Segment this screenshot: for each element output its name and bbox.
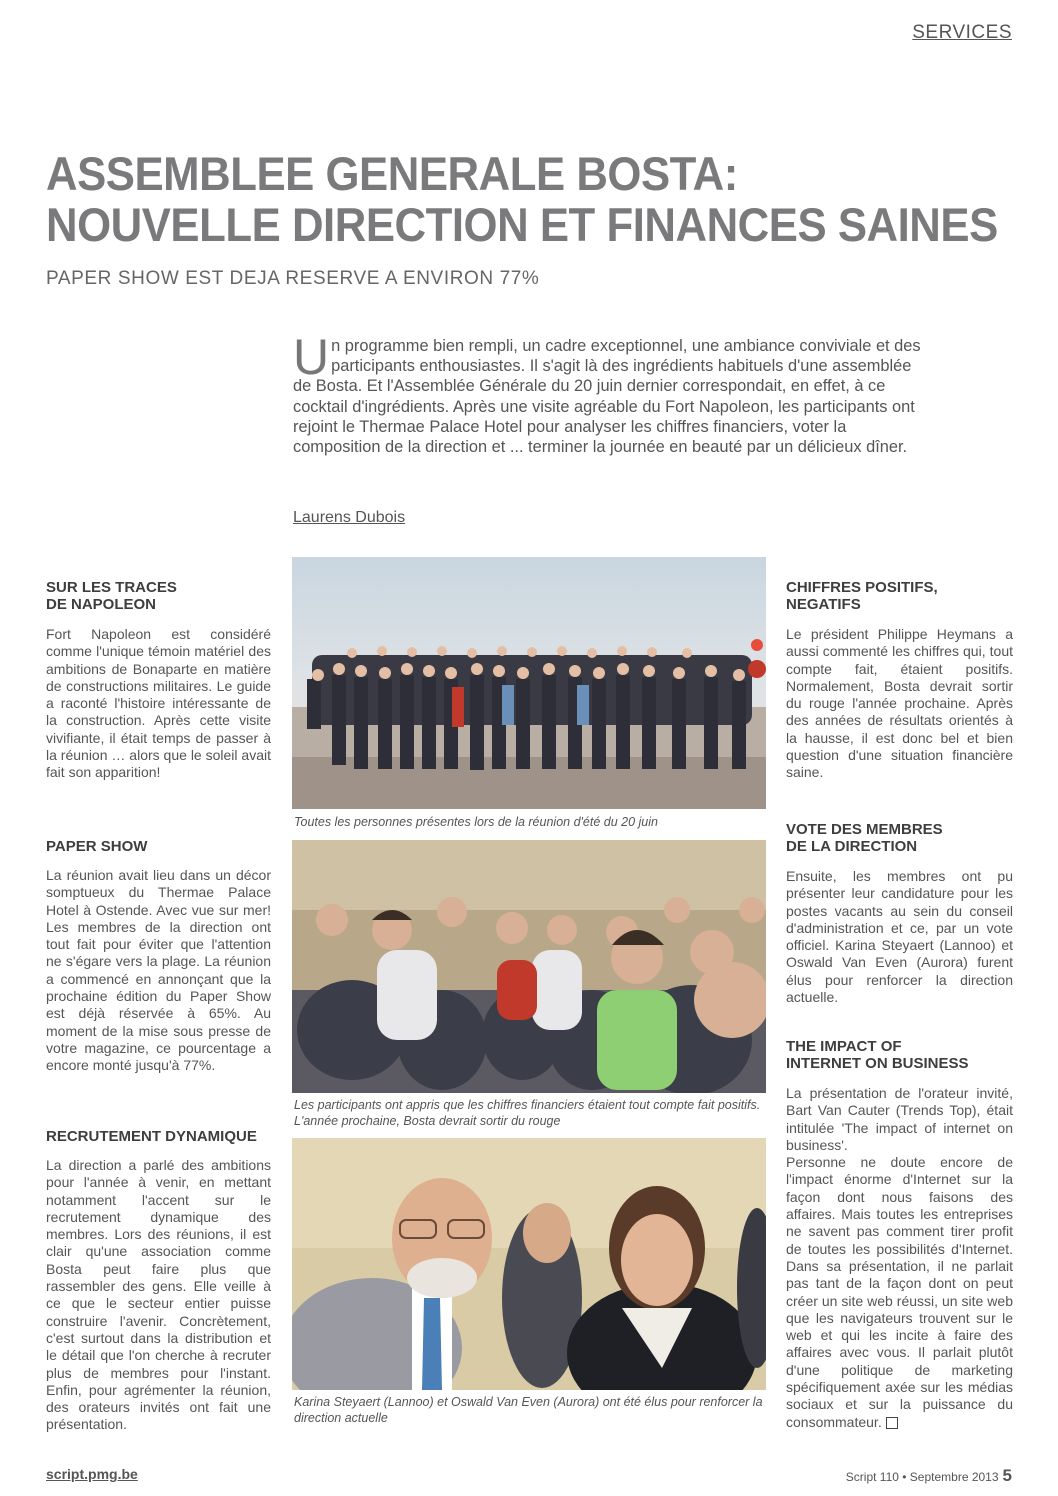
group-photo-image: [292, 557, 766, 809]
section-internet: [786, 1038, 1013, 1431]
section-paper-show: [46, 838, 271, 1075]
photo-caption-3: Karina Steyaert (Lannoo) et Oswald Van Even (Aurora) ont été élus pour renforcer la direction actuelle: [294, 1395, 763, 1425]
title-line-2: NOUVELLE DIRECTION ET FINANCES SAINES: [46, 198, 998, 251]
website-link[interactable]: script.pmg.be: [46, 1466, 138, 1482]
end-mark-icon: [886, 1417, 898, 1429]
title-line-1: ASSEMBLEE GENERALE BOSTA:: [46, 147, 738, 200]
section-chiffres: [786, 579, 1013, 782]
section-body-2: [786, 1154, 1013, 1431]
section-label: SERVICES: [912, 22, 1012, 43]
intro-paragraph: [293, 329, 933, 457]
intro-text: n programme bien rempli, un cadre exceptionnel, une ambiance conviviale et des participants enthousiastes. Il s'agit là des ingrédients habituels d'une assemblée de Bosta. Et l'Assemblée Générale du 20 juin dernier correspondait, en effet, à ce cocktail d'ingrédients. Après une visite agréable du Fort Napoleon, les participants ont rejoint le Thermae Palace Hotel pour analyser les chiffres financiers, voter la composition de la direction et ... terminer la journée en beauté par un délicieux dîner.: [293, 337, 921, 457]
audience-photo-image: [292, 840, 766, 1093]
section-heading: CHIFFRES POSITIFS, NEGATIFS: [786, 579, 938, 613]
section-heading: SUR LES TRACES DE NAPOLEON: [46, 579, 177, 613]
article-title: [46, 147, 998, 251]
photo-portraits: [292, 1138, 766, 1390]
section-heading: PAPER SHOW: [46, 838, 148, 855]
author-byline: Laurens Dubois: [293, 509, 406, 526]
section-body: Le président Philippe Heymans a aussi commenté les chiffres qui, tout compte fait, étaient positifs. Normalement, Bosta devrait sortir du rouge l'année prochaine. Après des années de résultats orientés à la hausse, il est donc bel et bien question d'une situation financière saine.: [786, 626, 1013, 781]
drop-cap: U: [293, 329, 330, 385]
section-heading: RECRUTEMENT DYNAMIQUE: [46, 1128, 257, 1145]
section-body: La direction a parlé des ambitions pour l'année à venir, en mettant notamment l'accent sur le recrutement dynamique des membres. Lors des réunions, il est clair qu'une association comme Bosta peut faire plus que rassembler des gens. Elle veille à ce que le secteur entier puisse construire l'avenir. Concrètement, c'est surtout dans la distribution et le détail que l'on cherche à recruter plus de membres pour l'instant. Enfin, pour agrémenter la réunion, des orateurs invités ont fait une présentation.: [46, 1157, 271, 1433]
section-body: Ensuite, les membres ont pu présenter leur candidature pour les postes vacants au sein du conseil d'administration et ce, par un vote officiel. Karina Steyaert (Lannoo) et Oswald Van Even (Aurora) furent élus pour renforcer la direction actuelle.: [786, 868, 1013, 1006]
section-body: La réunion avait lieu dans un décor somptueux du Thermae Palace Hotel à Ostende. Avec vue sur mer! Les membres de la direction ont tout fait pour éviter que l'attention ne s'égare vers la plage. La réunion a commencé en annonçant que la prochaine édition du Paper Show est déjà réservée à 65%. Au moment de la mise sous presse de votre magazine, ce pourcentage a encore monté jusqu'à 77%.: [46, 867, 271, 1074]
section-heading: VOTE DES MEMBRES DE LA DIRECTION: [786, 821, 943, 855]
section-body-2-text: Personne ne doute encore de l'impact énorme d'Internet sur la façon dont nous faisons des affaires. Mais toutes les entreprises ne savent pas comment tirer profit de toutes les possibilités d'Internet. Dans sa présentation, il ne parlait pas tant de la façon dont on peut créer un site web réussi, un site web que les navigateurs trouvent sur le web et qui les incite à faire des affaires avec vous. Il parlait plutôt d'une politique de marketing spécifiquement axée sur les médias sociaux et sur la puissance du consommateur.: [786, 1154, 1013, 1430]
portrait-photo-image: [292, 1138, 766, 1390]
article-subtitle: PAPER SHOW EST DEJA RESERVE A ENVIRON 77%: [46, 268, 540, 289]
photo-group: [292, 557, 766, 809]
photo-caption-2: Les participants ont appris que les chiffres financiers étaient tout compte fait positifs. L'année prochaine, Bosta devrait sortir du rouge: [294, 1098, 761, 1128]
footer-issue: [846, 1466, 1012, 1486]
section-body: Fort Napoleon est considéré comme l'unique témoin matériel des ambitions de Bonaparte en matière de constructions militaires. Le guide a raconté l'histoire intéressante de la construction. Après cette visite vivifiante, il était temps de passer à la réunion … alors que le soleil avait fait son apparition!: [46, 626, 271, 781]
page-number: 5: [1002, 1466, 1012, 1485]
section-body: La présentation de l'orateur invité, Bart Van Cauter (Trends Top), était intitulée 'The impact of internet on business'.: [786, 1085, 1013, 1153]
issue-label: Script 110 • Septembre 2013: [845, 1470, 999, 1484]
photo-caption-1: Toutes les personnes présentes lors de la réunion d'été du 20 juin: [294, 815, 658, 829]
section-vote: [786, 821, 1013, 1006]
section-heading: THE IMPACT OF INTERNET ON BUSINESS: [786, 1038, 969, 1072]
section-napoleon: [46, 579, 271, 782]
photo-audience: [292, 840, 766, 1093]
section-recrutement: [46, 1128, 271, 1434]
